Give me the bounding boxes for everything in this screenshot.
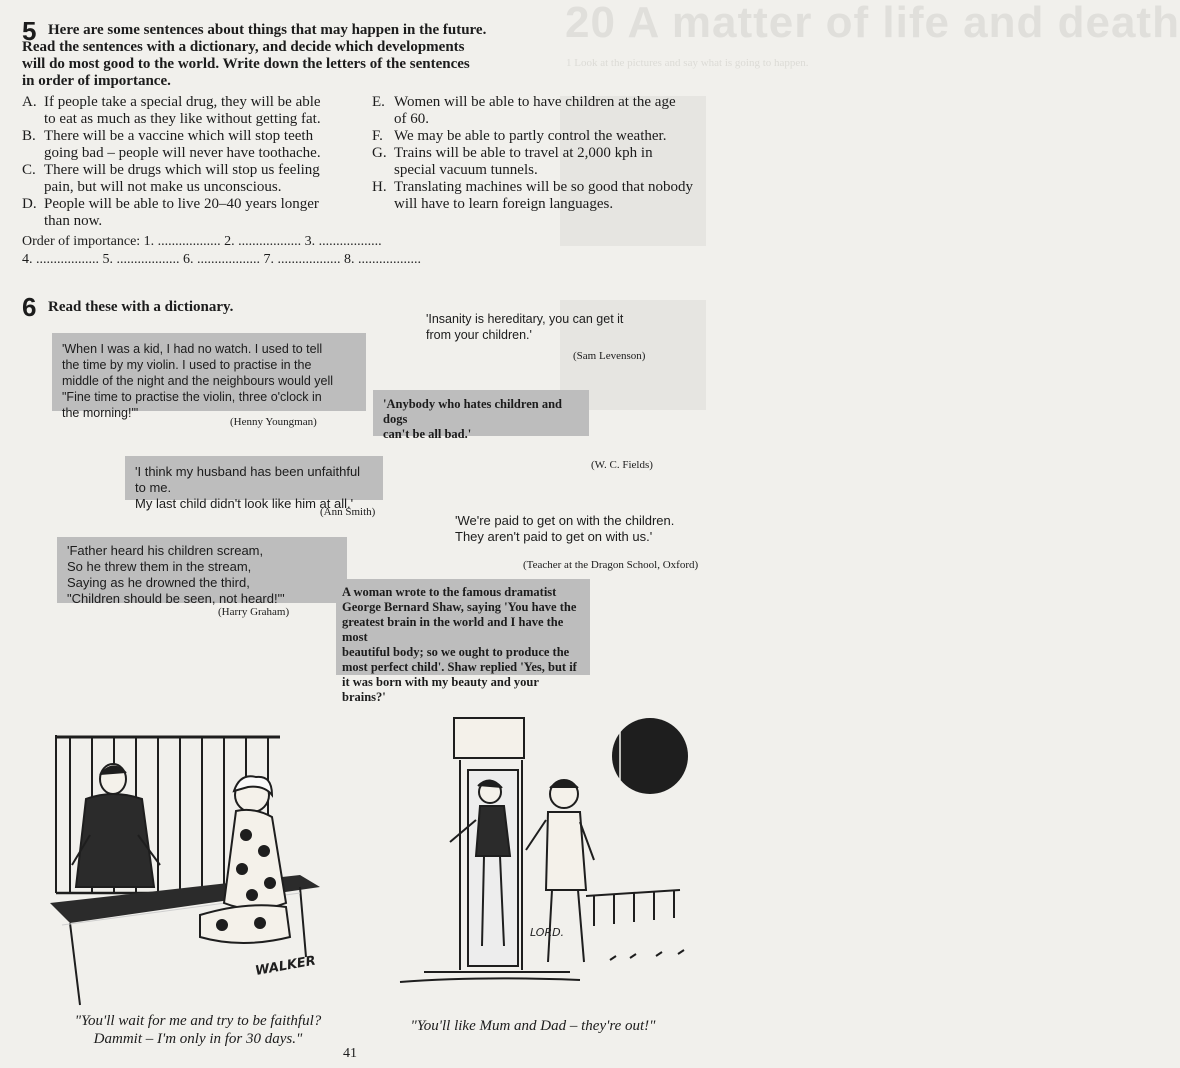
list-item: D. People will be able to live 20–40 years longer than now.: [22, 196, 319, 229]
list-item: G. Trains will be able to travel at 2,000 kph in special vacuum tunnels.: [372, 145, 653, 178]
list-item: A. If people take a special drug, they will be able to eat as much as they like without getting fat.: [22, 94, 321, 127]
exercise-5-items-right: [372, 94, 706, 213]
attribution-youngman: (Henny Youngman): [230, 416, 317, 428]
quote-fields: 'Anybody who hates children and dogs can't be all bad.': [373, 390, 589, 436]
quote-smith: 'I think my husband has been unfaithful to me. My last child didn't look like him at all.': [125, 456, 383, 500]
cartoon-signature-walker: WALKER: [254, 953, 317, 979]
quote-teacher: 'We're paid to get on with the children. They aren't paid to get on with us.': [455, 513, 675, 544]
attribution-teacher: (Teacher at the Dragon School, Oxford): [523, 559, 699, 571]
attribution-graham: (Harry Graham): [218, 606, 290, 618]
attribution-smith: (Ann Smith): [320, 506, 376, 518]
cartoon-right-caption: "You'll like Mum and Dad – they're out!": [410, 1018, 656, 1034]
exercise-5-number: 5: [22, 16, 37, 46]
background-page-title: 20 A matter of life and death: [565, 0, 1180, 47]
cartoon-signature-lord: LORD.: [530, 926, 565, 939]
list-item: H. Translating machines will be so good that nobody will have to learn foreign languages.: [372, 179, 694, 212]
list-item: E. Women will be able to have children at the age of 60.: [372, 94, 676, 127]
order-of-importance: Order of importance: 1. .................. 2. .................. 3. .................. 4. .................. 5. .................. 6. .................. 7. .................. 8. ..................: [22, 234, 421, 267]
cartoon-left-caption: "You'll wait for me and try to be faithful? Dammit – I'm only in for 30 days.": [74, 1013, 322, 1047]
attribution-fields: (W. C. Fields): [591, 459, 653, 471]
exercise-6-number: 6: [22, 292, 37, 322]
quote-youngman: 'When I was a kid, I had no watch. I used to tell the time by my violin. I used to practise in the middle of the night and the neighbours would yell "Fine time to practise the violin, three o'clock in the morning!"': [52, 333, 366, 411]
exercise-6-instructions: Read these with a dictionary.: [48, 299, 234, 315]
page-number: 41: [343, 1046, 357, 1061]
attribution-levenson: (Sam Levenson): [573, 350, 646, 362]
background-page-subtitle: 1 Look at the pictures and say what is going to happen.: [566, 57, 809, 69]
quote-levenson: 'Insanity is hereditary, you can get it from your children.': [426, 312, 624, 342]
quote-shaw: A woman wrote to the famous dramatist George Bernard Shaw, saying 'You have the greatest brain in the world and I have the most beautiful body; so we ought to produce the most perfect child'. Shaw replied 'Yes, but if it was born with my beauty and your brains?': [336, 579, 590, 675]
list-item: C. There will be drugs which will stop us feeling pain, but will not make us unconscious.: [22, 162, 320, 195]
quote-graham: 'Father heard his children scream, So he threw them in the stream, Saying as he drowned the third, "Children should be seen, not heard!"': [57, 537, 347, 603]
list-item: B. There will be a vaccine which will stop teeth going bad – people will never have toothache.: [22, 128, 321, 161]
cartoon-doorway: [380, 700, 700, 1000]
list-item: F. We may be able to partly control the weather.: [372, 128, 667, 144]
exercise-5-items-left: [22, 94, 362, 230]
exercise-5-instructions: Here are some sentences about things that may happen in the future. Read the sentences with a dictionary, and decide which developments will do most good to the world. Write down the letters of the sentences in order of importance.: [22, 22, 487, 89]
cartoon-prison-visit: [50, 725, 330, 1010]
